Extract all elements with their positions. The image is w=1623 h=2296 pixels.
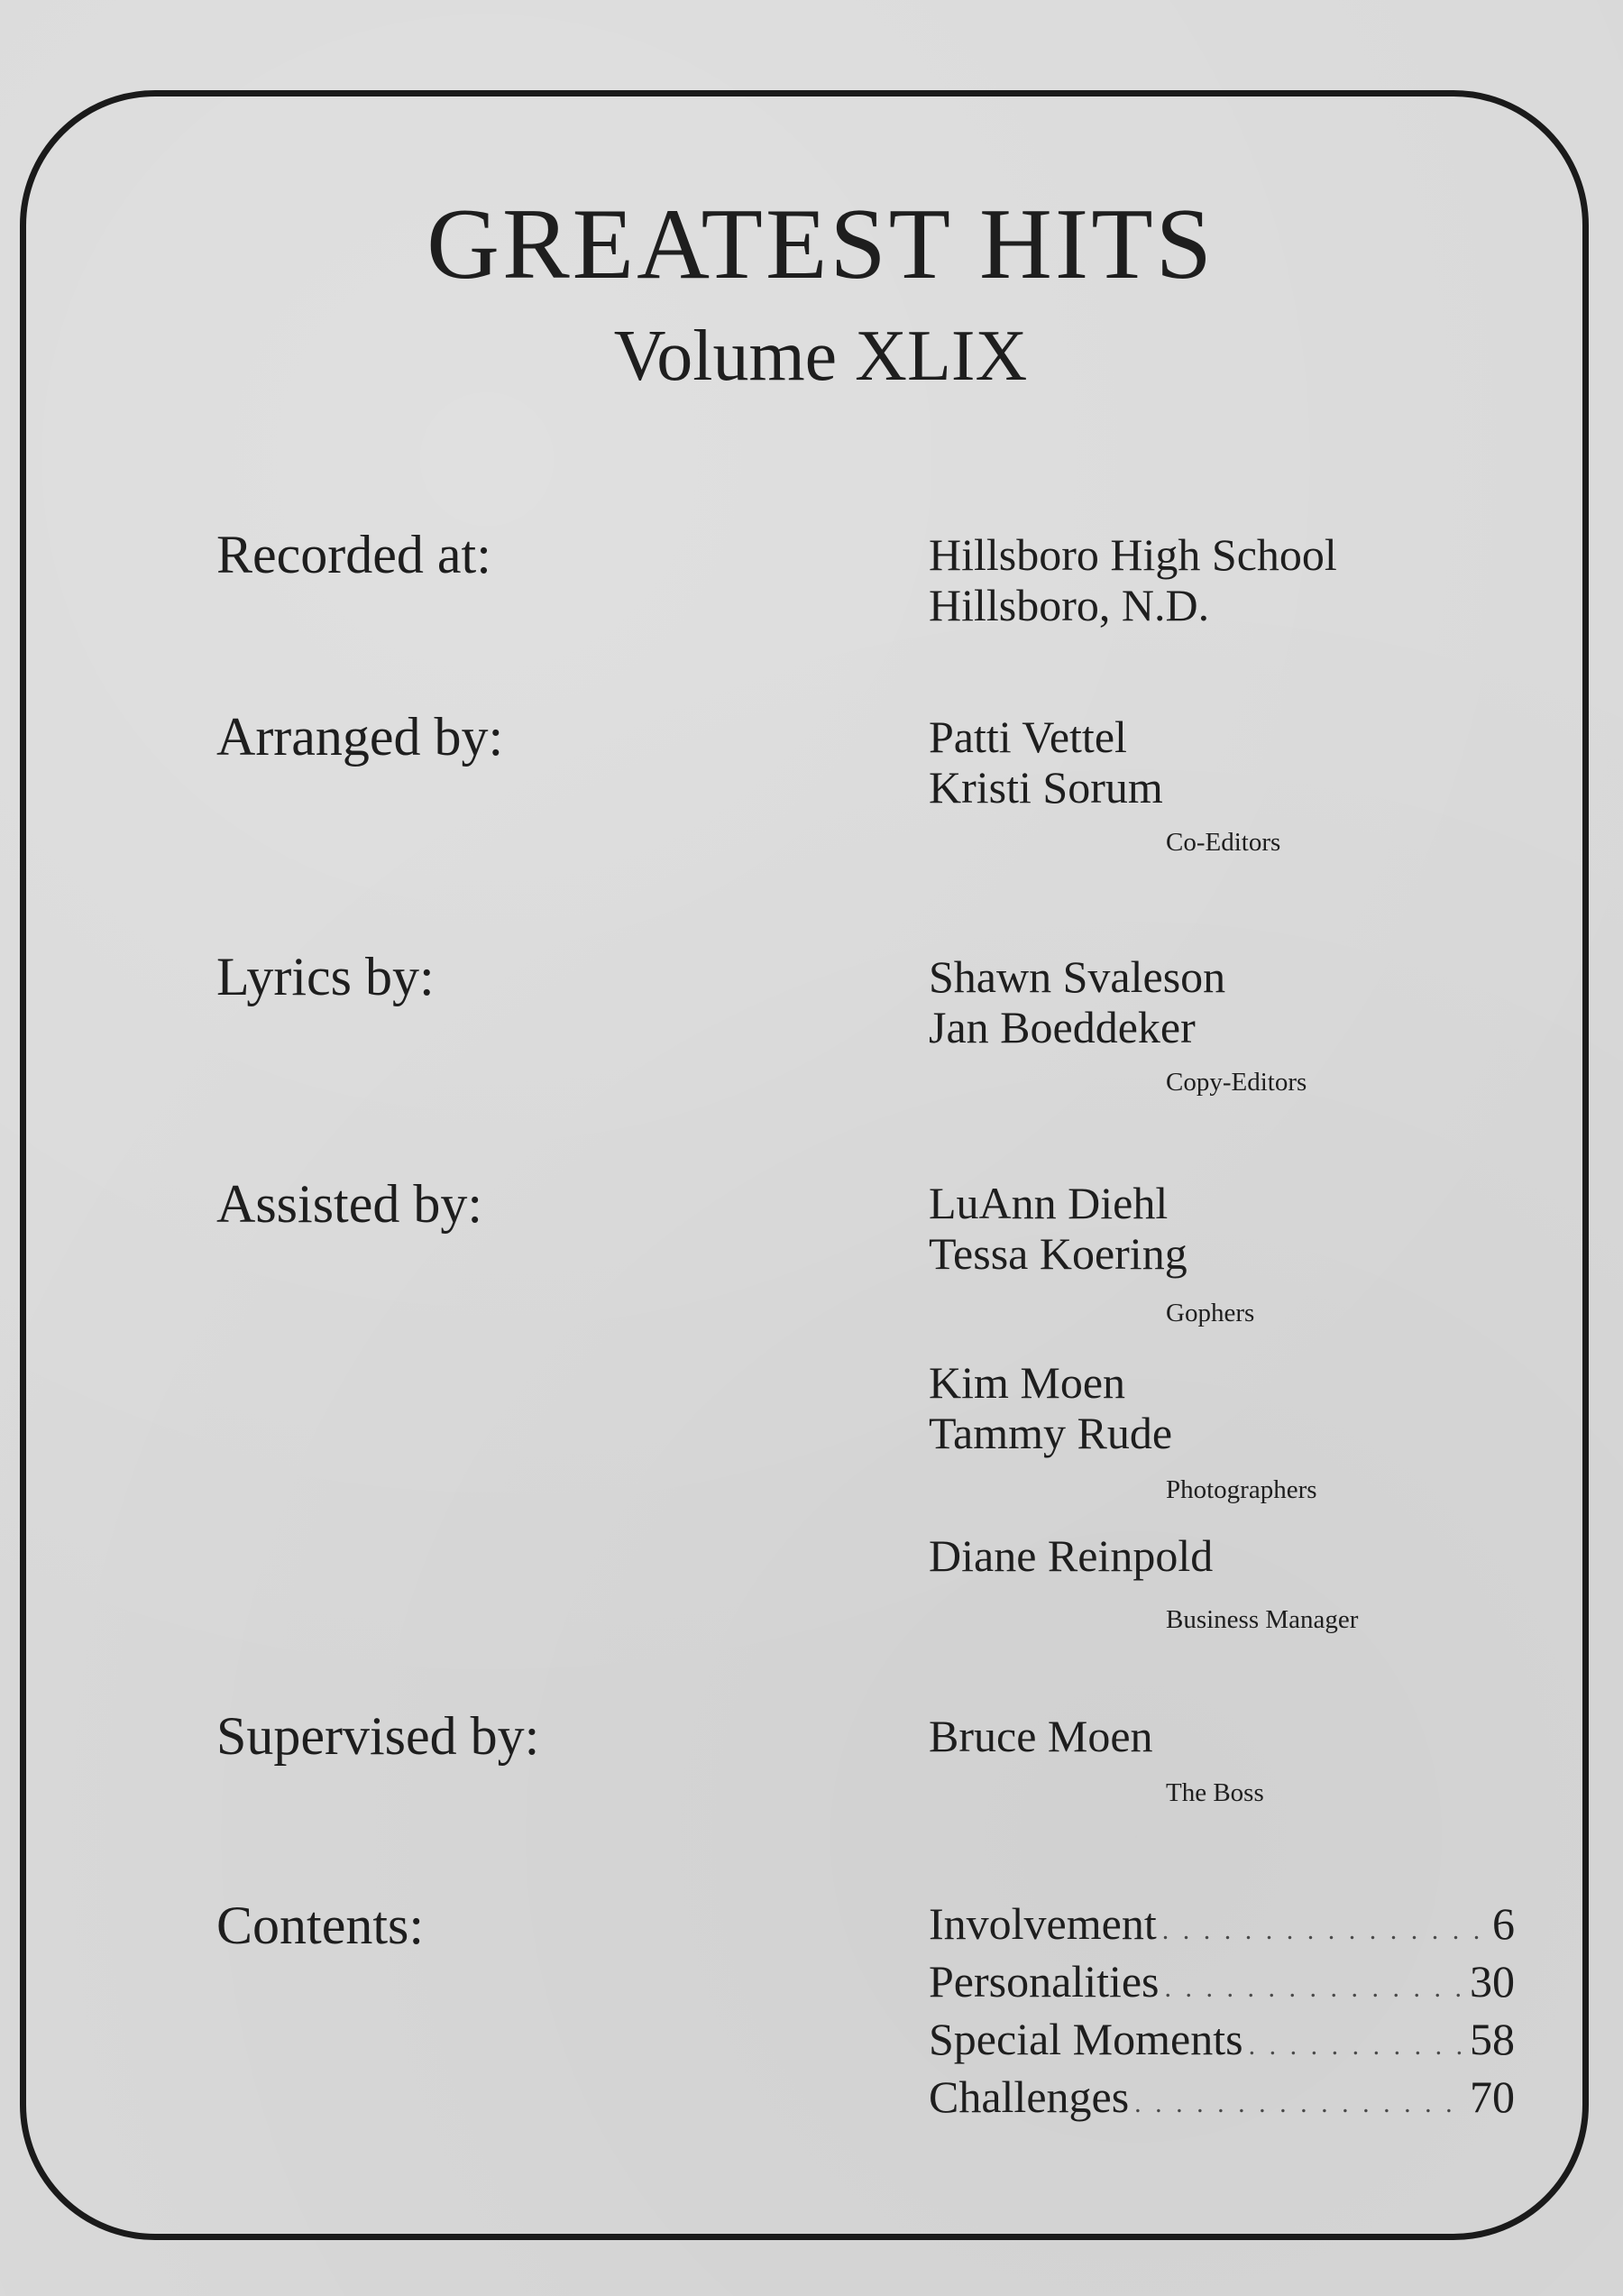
recorded-names xyxy=(929,529,1337,630)
assisted-line: Tessa Koering xyxy=(929,1228,1187,1279)
assisted-names-group-1 xyxy=(929,1178,1187,1279)
toc-title: Involvement xyxy=(929,1898,1157,1949)
arranged-line: Kristi Sorum xyxy=(929,762,1163,813)
arranged-label: Arranged by: xyxy=(216,707,504,767)
assisted-line: LuAnn Diehl xyxy=(929,1178,1169,1228)
toc-leader-dots xyxy=(1134,2079,1464,2129)
page-subtitle: Volume XLIX xyxy=(613,317,1028,396)
recorded-label: Recorded at: xyxy=(216,525,491,584)
lyrics-role: Copy-Editors xyxy=(1166,1068,1307,1097)
toc-entry xyxy=(929,1956,1515,2014)
toc-entry xyxy=(929,2014,1515,2071)
supervised-line: Bruce Moen xyxy=(929,1711,1153,1761)
supervised-names xyxy=(929,1711,1153,1761)
toc-page-number: 70 xyxy=(1470,2071,1515,2122)
lyrics-line: Shawn Svaleson xyxy=(929,951,1226,1002)
toc-leader-dots xyxy=(1249,2021,1464,2071)
toc-title: Special Moments xyxy=(929,2014,1243,2064)
toc-page-number: 6 xyxy=(1492,1898,1515,1949)
toc-leader-dots xyxy=(1165,1963,1464,2014)
assisted-line: Diane Reinpold xyxy=(929,1530,1214,1581)
toc-entry xyxy=(929,2071,1515,2129)
assisted-label: Assisted by: xyxy=(216,1174,483,1234)
lyrics-label: Lyrics by: xyxy=(216,947,435,1006)
toc-entry xyxy=(929,1898,1515,1956)
toc-title: Personalities xyxy=(929,1956,1160,2007)
supervised-role: The Boss xyxy=(1166,1778,1264,1807)
assisted-role-2: Photographers xyxy=(1166,1475,1317,1504)
toc-page-number: 30 xyxy=(1470,1956,1515,2007)
toc-leader-dots xyxy=(1162,1906,1487,1956)
table-of-contents xyxy=(929,1898,1515,2129)
arranged-names xyxy=(929,712,1163,813)
assisted-names-group-2 xyxy=(929,1357,1172,1458)
recorded-line: Hillsboro High School xyxy=(929,529,1337,580)
supervised-label: Supervised by: xyxy=(216,1706,540,1766)
assisted-line: Kim Moen xyxy=(929,1357,1126,1408)
assisted-role-1: Gophers xyxy=(1166,1299,1255,1327)
page-title: GREATEST HITS xyxy=(426,188,1215,300)
lyrics-names xyxy=(929,951,1225,1052)
recorded-line: Hillsboro, N.D. xyxy=(929,580,1210,630)
contents-label: Contents: xyxy=(216,1896,425,1955)
assisted-role-3: Business Manager xyxy=(1166,1605,1359,1634)
toc-title: Challenges xyxy=(929,2071,1130,2122)
assisted-names-group-3 xyxy=(929,1530,1213,1581)
lyrics-line: Jan Boeddeker xyxy=(929,1002,1196,1052)
arranged-role: Co-Editors xyxy=(1166,828,1281,857)
toc-page-number: 58 xyxy=(1470,2014,1515,2064)
assisted-line: Tammy Rude xyxy=(929,1408,1173,1458)
arranged-line: Patti Vettel xyxy=(929,712,1127,762)
